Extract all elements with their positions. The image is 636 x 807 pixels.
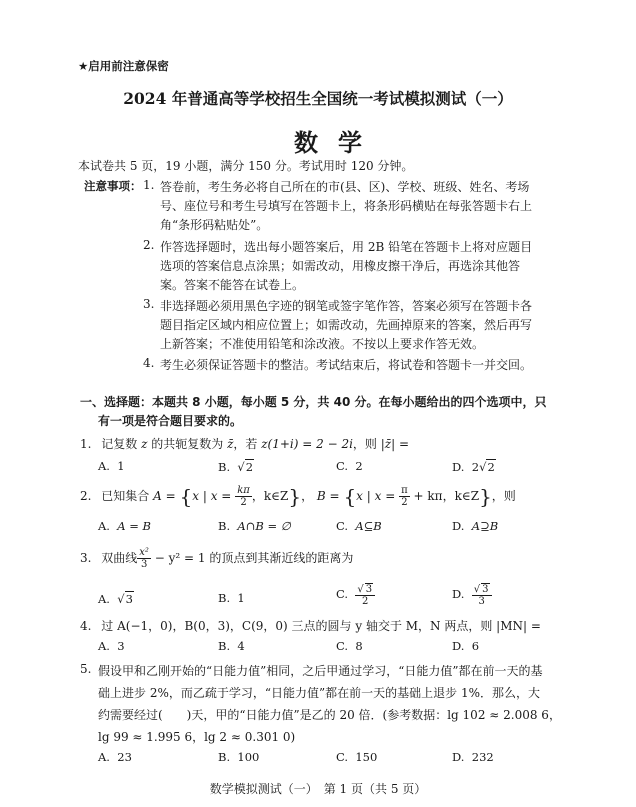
q1-option-d: D. 2√2: [452, 460, 495, 474]
q1-option-b: B. √2: [218, 460, 254, 474]
section-1-header: 一、选择题：本题共 8 小题，每小题 5 分，共 40 分。在每小题给出的四个选项中，只: [80, 395, 547, 409]
notice-2-line-3: 案。答案不能答在试卷上。: [160, 278, 305, 292]
subject-title: 数学: [294, 128, 382, 157]
q5-num: 5.: [80, 662, 92, 676]
q1-stem: 1. 记复数 z 的共轭复数为 z̄，若 z(1+i) = 2 − 2i，则 |z̄| =: [80, 437, 410, 451]
q2-option-a: A. A = B: [98, 519, 151, 533]
notice-label: 注意事项：: [84, 179, 142, 193]
notice-3-line-3: 上新答案；不准使用铅笔和涂改液。不按以上要求作答无效。: [160, 337, 485, 351]
exam-intro: 本试卷共 5 页，19 小题，满分 150 分。考试用时 120 分钟。: [78, 159, 414, 173]
q5-option-d: D. 232: [452, 750, 494, 764]
q3-option-d: D. $\frac{√ 3}{3}$: [452, 583, 492, 607]
q4-option-b: B. 4: [218, 639, 245, 653]
notice-3-line-2: 题目指定区域内相应位置上；如需改动，先画掉原来的答案，然后再写: [160, 318, 533, 332]
q5-option-c: C. 150: [336, 750, 378, 764]
q1-option-c: C. 2: [336, 459, 363, 473]
q5-line-1: 假设甲和乙刚开始的“日能力值”相同，之后甲通过学习，“日能力值”都在前一天的基: [98, 664, 543, 678]
notice-1-num: 1.: [143, 178, 155, 192]
page-footer: 数学模拟测试（一） 第 1 页（共 5 页）: [209, 782, 427, 796]
notice-4-line-1: 考生必须保证答题卡的整洁。考试结束后，将试卷和答题卡一并交回。: [160, 358, 533, 372]
q5-line-4: lg 99 ≈ 1.995 6，lg 2 ≈ 0.301 0): [98, 730, 296, 744]
notice-1-line-1: 答卷前，考生务必将自己所在的市(县、区)、学校、班级、姓名、考场: [160, 180, 530, 194]
q3-option-c: C. $\frac{√ 3}{2}$: [336, 583, 375, 607]
q4-option-d: D. 6: [452, 639, 480, 653]
q2-stem: 2. 已知集合 A = {x | x = $\frac{k\pi}{2}$ ，k∈Z}， B = {x | x = $\frac{\pi}{2}$ + kπ，k∈Z}，则: [80, 484, 516, 509]
q5-line-3: 约需要经过( )天，甲的“日能力值”是乙的 20 倍．(参考数据：lg 102 ≈ 2.008 6，: [98, 708, 561, 722]
q3-option-b: B. 1: [218, 591, 245, 605]
q5-option-b: B. 100: [218, 750, 260, 764]
section-1-header-cont: 有一项是符合题目要求的。: [98, 414, 243, 428]
q1-option-a: A. 1: [98, 459, 125, 473]
exam-title: 2024 年普通高等学校招生全国统一考试模拟测试（一）: [123, 89, 513, 108]
q5-option-a: A. 23: [98, 750, 132, 764]
q4-option-a: A. 3: [98, 639, 125, 653]
q4-stem: 4. 过 A(−1，0)，B(0，3)，C(9，0) 三点的圆与 y 轴交于 M，N 两点，则 |MN| =: [80, 619, 541, 633]
notice-1-line-2: 号、座位号和考生号填写在答题卡上，将条形码横贴在每张答题卡右上: [160, 199, 533, 213]
q2-option-b: B. A∩B = ∅: [218, 519, 291, 533]
notice-2-num: 2.: [143, 238, 155, 252]
q3-option-a: A. √3: [98, 592, 133, 606]
notice-3-line-1: 非选择题必须用黑色字迹的钢笔或签字笔作答，答案必须写在答题卡各: [160, 299, 533, 313]
q5-line-2: 础上进步 2%，而乙疏于学习，“日能力值”都在前一天的基础上退步 1%．那么，大: [98, 686, 540, 700]
notice-1-line-3: 角“条形码粘贴处”。: [160, 218, 269, 232]
q2-option-d: D. A⊇B: [452, 519, 499, 533]
notice-3-num: 3.: [143, 297, 155, 311]
q3-stem: 3. 双曲线 $\frac{\text{x²}}{3}$ − y² = 1 的顶点到其渐近线的距离为: [80, 547, 354, 570]
confidential-mark: ★启用前注意保密: [78, 59, 169, 73]
q2-option-c: C. A⊆B: [336, 519, 382, 533]
notice-2-line-2: 选项的答案信息点涂黑；如需改动，用橡皮擦干净后，再选涂其他答: [160, 259, 521, 273]
notice-4-num: 4.: [143, 356, 155, 370]
notice-2-line-1: 作答选择题时，选出每小题答案后，用 2B 铅笔在答题卡上将对应题目: [160, 240, 533, 254]
q4-option-c: C. 8: [336, 639, 363, 653]
